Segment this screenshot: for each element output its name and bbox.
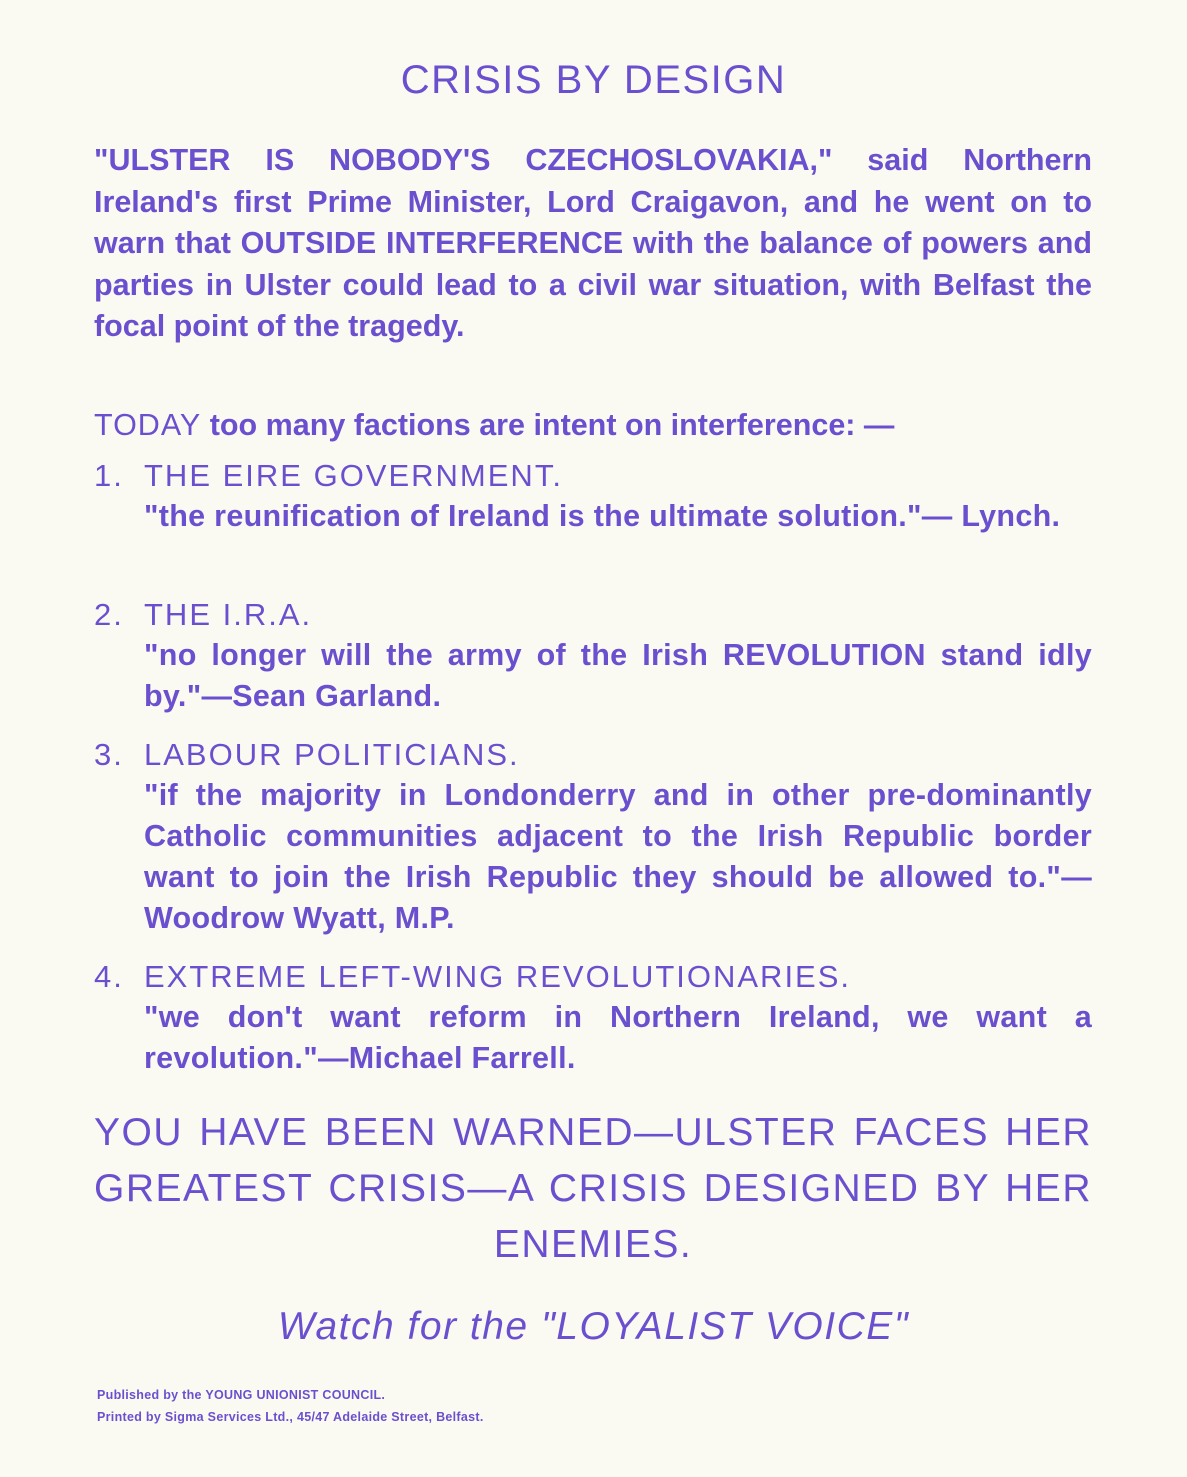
published-by: Published by the YOUNG UNIONIST COUNCIL. <box>97 1388 386 1402</box>
printed-by: Printed by Sigma Services Ltd., 45/47 Adelaide Street, Belfast. <box>97 1410 484 1424</box>
faction-item-1 <box>94 455 1092 537</box>
faction-heading <box>94 956 1092 997</box>
loyalist-voice-line: Watch for the "LOYALIST VOICE" <box>277 1305 910 1348</box>
faction-item-3 <box>94 734 1092 939</box>
publisher-imprint <box>97 1384 484 1428</box>
leaflet-title: CRISIS BY DESIGN <box>400 58 787 102</box>
faction-heading <box>94 594 1092 635</box>
faction-quote: "no longer will the army of the Irish REVOLUTION stand idly by."—Sean Garland. <box>144 638 1092 713</box>
faction-item-2 <box>94 594 1092 717</box>
faction-heading-text: THE I.R.A. <box>144 597 313 632</box>
faction-quote: "if the majority in Londonderry and in other pre-dominantly Catholic communities adjacent to the Irish Republic border want to join the Irish Republic they should be allowed to."—Woodrow Wyatt, M.P. <box>144 778 1092 935</box>
faction-quote: "we don't want reform in Northern Ireland, we want a revolution."—Michael Farrell. <box>144 1000 1092 1075</box>
faction-number: 2. <box>94 597 124 632</box>
faction-heading-text: LABOUR POLITICIANS. <box>144 737 520 772</box>
faction-number: 3. <box>94 737 124 772</box>
today-line <box>94 404 1092 446</box>
faction-heading <box>94 734 1092 775</box>
faction-number: 4. <box>94 959 124 994</box>
warning-statement: YOU HAVE BEEN WARNED—ULSTER FACES HER GREATEST CRISIS—A CRISIS DESIGNED BY HER ENEMIES. <box>94 1111 1092 1266</box>
faction-item-4 <box>94 956 1092 1079</box>
faction-heading-text: EXTREME LEFT-WING REVOLUTIONARIES. <box>144 959 852 994</box>
faction-heading <box>94 455 1092 496</box>
faction-quote: "the reunification of Ireland is the ultimate solution."— Lynch. <box>144 499 1061 533</box>
intro-paragraph: "ULSTER IS NOBODY'S CZECHOSLOVAKIA," said Northern Ireland's first Prime Minister, Lord Craigavon, and he went on to warn that OUTSIDE INTERFERENCE with the balance of powers and parties in Ulster could lead to a civil war situation, with Belfast the focal point of the tragedy. <box>94 143 1092 343</box>
faction-heading-text: THE EIRE GOVERNMENT. <box>144 458 563 493</box>
faction-number: 1. <box>94 458 124 493</box>
today-rest: too many factions are intent on interference: — <box>201 408 895 442</box>
today-lead: TODAY <box>94 408 202 442</box>
